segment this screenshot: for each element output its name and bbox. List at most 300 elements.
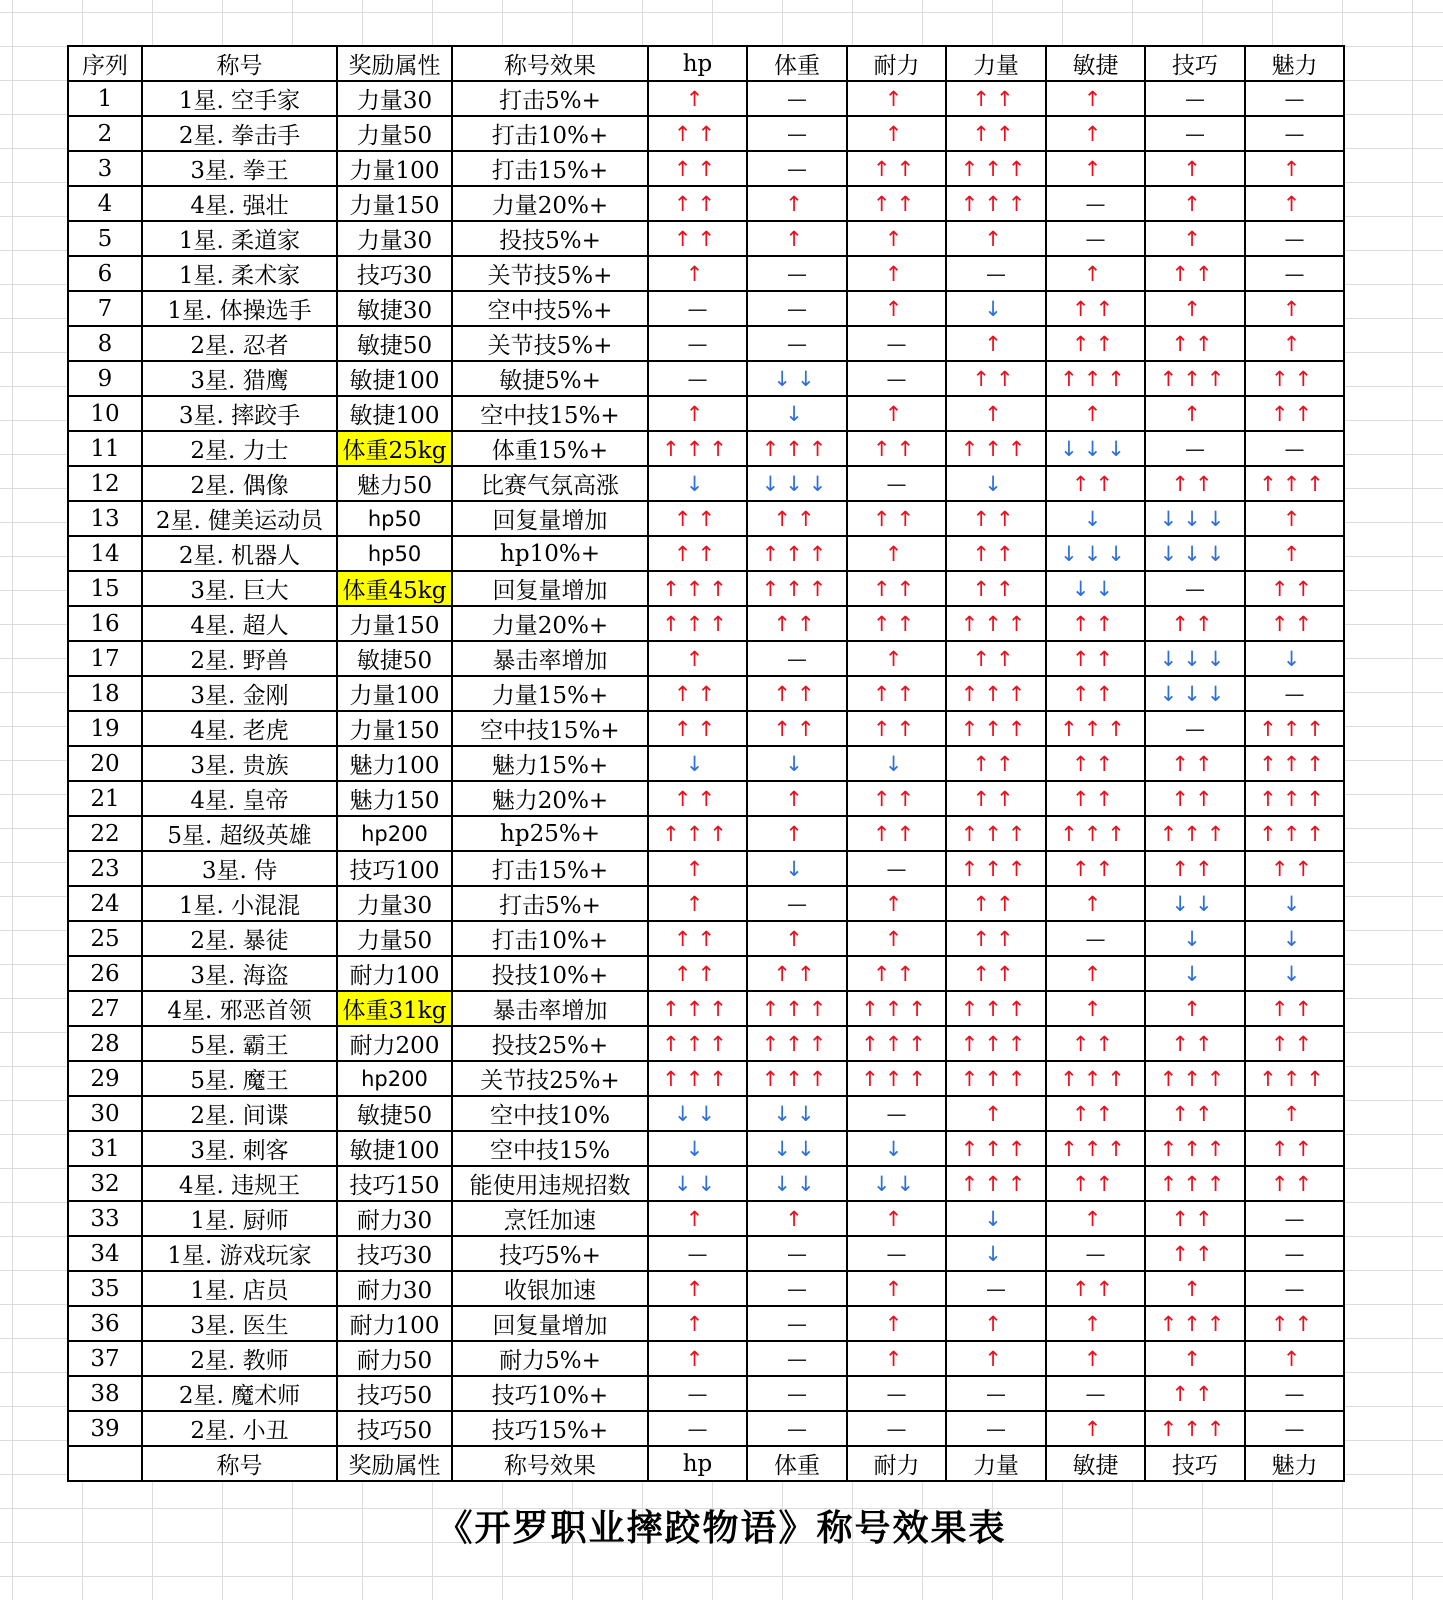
- hp-trend-cell[interactable]: [648, 571, 747, 606]
- bonus-attribute-cell[interactable]: 敏捷100: [337, 361, 452, 396]
- title-name-cell[interactable]: 4星. 老虎: [142, 711, 337, 746]
- title-effect-cell[interactable]: 空中技15%+: [452, 396, 648, 431]
- title-effect-cell[interactable]: 力量20%+: [452, 186, 648, 221]
- bonus-attribute-cell[interactable]: hp50: [337, 536, 452, 571]
- hp-trend-cell[interactable]: [648, 466, 747, 501]
- stamina-trend-cell[interactable]: [847, 221, 946, 256]
- index-cell[interactable]: 13: [68, 501, 142, 536]
- agility-trend-cell[interactable]: [1046, 641, 1145, 676]
- charm-trend-cell[interactable]: [1245, 886, 1344, 921]
- index-cell[interactable]: 31: [68, 1131, 142, 1166]
- weight-trend-cell[interactable]: [747, 221, 847, 256]
- index-cell[interactable]: 32: [68, 1166, 142, 1201]
- power-trend-cell[interactable]: [946, 1341, 1046, 1376]
- title-effect-cell[interactable]: 能使用违规招数: [452, 1166, 648, 1201]
- power-trend-cell[interactable]: [946, 431, 1046, 466]
- stamina-trend-cell[interactable]: [847, 571, 946, 606]
- weight-trend-cell[interactable]: [747, 116, 847, 151]
- hp-trend-cell[interactable]: [648, 676, 747, 711]
- weight-trend-cell[interactable]: [747, 816, 847, 851]
- stamina-trend-cell[interactable]: [847, 1026, 946, 1061]
- technique-trend-cell[interactable]: [1145, 711, 1245, 746]
- bonus-attribute-cell[interactable]: 敏捷30: [337, 291, 452, 326]
- technique-trend-cell[interactable]: [1145, 1411, 1245, 1446]
- weight-trend-cell[interactable]: [747, 1236, 847, 1271]
- weight-trend-cell[interactable]: [747, 1306, 847, 1341]
- weight-trend-cell[interactable]: [747, 81, 847, 116]
- charm-trend-cell[interactable]: [1245, 1271, 1344, 1306]
- footer-cell-10[interactable]: 魅力: [1245, 1446, 1344, 1481]
- bonus-attribute-cell[interactable]: 力量150: [337, 186, 452, 221]
- header-cell-4[interactable]: hp: [648, 46, 747, 81]
- weight-trend-cell[interactable]: [747, 396, 847, 431]
- stamina-trend-cell[interactable]: [847, 676, 946, 711]
- title-name-cell[interactable]: 4星. 强壮: [142, 186, 337, 221]
- charm-trend-cell[interactable]: [1245, 851, 1344, 886]
- technique-trend-cell[interactable]: [1145, 151, 1245, 186]
- title-name-cell[interactable]: 3星. 摔跤手: [142, 396, 337, 431]
- index-cell[interactable]: 37: [68, 1341, 142, 1376]
- power-trend-cell[interactable]: [946, 606, 1046, 641]
- title-name-cell[interactable]: 3星. 医生: [142, 1306, 337, 1341]
- title-effect-cell[interactable]: 打击15%+: [452, 851, 648, 886]
- bonus-attribute-cell[interactable]: hp200: [337, 816, 452, 851]
- index-cell[interactable]: 7: [68, 291, 142, 326]
- agility-trend-cell[interactable]: [1046, 1376, 1145, 1411]
- title-effect-cell[interactable]: 关节技25%+: [452, 1061, 648, 1096]
- power-trend-cell[interactable]: [946, 781, 1046, 816]
- title-name-cell[interactable]: 2星. 力士: [142, 431, 337, 466]
- hp-trend-cell[interactable]: [648, 711, 747, 746]
- hp-trend-cell[interactable]: [648, 291, 747, 326]
- bonus-attribute-cell[interactable]: 力量150: [337, 711, 452, 746]
- index-cell[interactable]: 3: [68, 151, 142, 186]
- hp-trend-cell[interactable]: [648, 1131, 747, 1166]
- weight-trend-cell[interactable]: [747, 1026, 847, 1061]
- weight-trend-cell[interactable]: [747, 991, 847, 1026]
- header-cell-9[interactable]: 技巧: [1145, 46, 1245, 81]
- hp-trend-cell[interactable]: [648, 816, 747, 851]
- hp-trend-cell[interactable]: [648, 326, 747, 361]
- power-trend-cell[interactable]: [946, 711, 1046, 746]
- weight-trend-cell[interactable]: [747, 1096, 847, 1131]
- title-effect-cell[interactable]: 关节技5%+: [452, 326, 648, 361]
- title-effect-cell[interactable]: 打击10%+: [452, 921, 648, 956]
- hp-trend-cell[interactable]: [648, 151, 747, 186]
- index-cell[interactable]: 35: [68, 1271, 142, 1306]
- index-cell[interactable]: 38: [68, 1376, 142, 1411]
- weight-trend-cell[interactable]: [747, 571, 847, 606]
- technique-trend-cell[interactable]: [1145, 291, 1245, 326]
- charm-trend-cell[interactable]: [1245, 256, 1344, 291]
- charm-trend-cell[interactable]: [1245, 571, 1344, 606]
- weight-trend-cell[interactable]: [747, 921, 847, 956]
- technique-trend-cell[interactable]: [1145, 116, 1245, 151]
- technique-trend-cell[interactable]: [1145, 921, 1245, 956]
- technique-trend-cell[interactable]: [1145, 1131, 1245, 1166]
- title-name-cell[interactable]: 3星. 金刚: [142, 676, 337, 711]
- bonus-attribute-cell[interactable]: 敏捷100: [337, 1131, 452, 1166]
- title-name-cell[interactable]: 1星. 柔道家: [142, 221, 337, 256]
- stamina-trend-cell[interactable]: [847, 606, 946, 641]
- hp-trend-cell[interactable]: [648, 1061, 747, 1096]
- charm-trend-cell[interactable]: [1245, 816, 1344, 851]
- technique-trend-cell[interactable]: [1145, 781, 1245, 816]
- agility-trend-cell[interactable]: [1046, 466, 1145, 501]
- charm-trend-cell[interactable]: [1245, 1376, 1344, 1411]
- technique-trend-cell[interactable]: [1145, 1271, 1245, 1306]
- title-effect-cell[interactable]: 魅力15%+: [452, 746, 648, 781]
- title-effect-cell[interactable]: 投技10%+: [452, 956, 648, 991]
- technique-trend-cell[interactable]: [1145, 571, 1245, 606]
- title-effect-cell[interactable]: 暴击率增加: [452, 641, 648, 676]
- weight-trend-cell[interactable]: [747, 291, 847, 326]
- agility-trend-cell[interactable]: [1046, 291, 1145, 326]
- index-cell[interactable]: 11: [68, 431, 142, 466]
- power-trend-cell[interactable]: [946, 1271, 1046, 1306]
- hp-trend-cell[interactable]: [648, 956, 747, 991]
- charm-trend-cell[interactable]: [1245, 1341, 1344, 1376]
- footer-cell-0[interactable]: [68, 1446, 142, 1481]
- footer-cell-3[interactable]: 称号效果: [452, 1446, 648, 1481]
- charm-trend-cell[interactable]: [1245, 1306, 1344, 1341]
- agility-trend-cell[interactable]: [1046, 991, 1145, 1026]
- weight-trend-cell[interactable]: [747, 431, 847, 466]
- title-name-cell[interactable]: 4星. 违规王: [142, 1166, 337, 1201]
- charm-trend-cell[interactable]: [1245, 1236, 1344, 1271]
- bonus-attribute-cell[interactable]: 力量150: [337, 606, 452, 641]
- weight-trend-cell[interactable]: [747, 1341, 847, 1376]
- charm-trend-cell[interactable]: [1245, 746, 1344, 781]
- hp-trend-cell[interactable]: [648, 186, 747, 221]
- stamina-trend-cell[interactable]: [847, 1411, 946, 1446]
- bonus-attribute-cell[interactable]: 技巧30: [337, 256, 452, 291]
- header-cell-2[interactable]: 奖励属性: [337, 46, 452, 81]
- hp-trend-cell[interactable]: [648, 361, 747, 396]
- bonus-attribute-cell[interactable]: 耐力100: [337, 1306, 452, 1341]
- technique-trend-cell[interactable]: [1145, 676, 1245, 711]
- stamina-trend-cell[interactable]: [847, 431, 946, 466]
- footer-cell-9[interactable]: 技巧: [1145, 1446, 1245, 1481]
- bonus-attribute-cell[interactable]: 耐力30: [337, 1271, 452, 1306]
- power-trend-cell[interactable]: [946, 1096, 1046, 1131]
- title-effect-cell[interactable]: 回复量增加: [452, 571, 648, 606]
- title-name-cell[interactable]: 2星. 健美运动员: [142, 501, 337, 536]
- index-cell[interactable]: 19: [68, 711, 142, 746]
- stamina-trend-cell[interactable]: [847, 991, 946, 1026]
- title-name-cell[interactable]: 1星. 体操选手: [142, 291, 337, 326]
- index-cell[interactable]: 22: [68, 816, 142, 851]
- charm-trend-cell[interactable]: [1245, 81, 1344, 116]
- header-cell-1[interactable]: 称号: [142, 46, 337, 81]
- stamina-trend-cell[interactable]: [847, 501, 946, 536]
- title-effect-cell[interactable]: 体重15%+: [452, 431, 648, 466]
- stamina-trend-cell[interactable]: [847, 151, 946, 186]
- power-trend-cell[interactable]: [946, 151, 1046, 186]
- title-effect-cell[interactable]: 技巧5%+: [452, 1236, 648, 1271]
- agility-trend-cell[interactable]: [1046, 1271, 1145, 1306]
- footer-cell-7[interactable]: 力量: [946, 1446, 1046, 1481]
- charm-trend-cell[interactable]: [1245, 1166, 1344, 1201]
- title-name-cell[interactable]: 1星. 空手家: [142, 81, 337, 116]
- technique-trend-cell[interactable]: [1145, 1061, 1245, 1096]
- weight-trend-cell[interactable]: [747, 886, 847, 921]
- power-trend-cell[interactable]: [946, 501, 1046, 536]
- weight-trend-cell[interactable]: [747, 606, 847, 641]
- power-trend-cell[interactable]: [946, 221, 1046, 256]
- index-cell[interactable]: 23: [68, 851, 142, 886]
- index-cell[interactable]: 14: [68, 536, 142, 571]
- stamina-trend-cell[interactable]: [847, 256, 946, 291]
- hp-trend-cell[interactable]: [648, 641, 747, 676]
- power-trend-cell[interactable]: [946, 886, 1046, 921]
- weight-trend-cell[interactable]: [747, 1131, 847, 1166]
- title-effect-cell[interactable]: 投技5%+: [452, 221, 648, 256]
- title-effect-cell[interactable]: 打击15%+: [452, 151, 648, 186]
- charm-trend-cell[interactable]: [1245, 291, 1344, 326]
- agility-trend-cell[interactable]: [1046, 711, 1145, 746]
- title-name-cell[interactable]: 3星. 海盗: [142, 956, 337, 991]
- index-cell[interactable]: 33: [68, 1201, 142, 1236]
- charm-trend-cell[interactable]: [1245, 151, 1344, 186]
- weight-trend-cell[interactable]: [747, 851, 847, 886]
- technique-trend-cell[interactable]: [1145, 466, 1245, 501]
- hp-trend-cell[interactable]: [648, 851, 747, 886]
- weight-trend-cell[interactable]: [747, 501, 847, 536]
- index-cell[interactable]: 15: [68, 571, 142, 606]
- charm-trend-cell[interactable]: [1245, 711, 1344, 746]
- technique-trend-cell[interactable]: [1145, 851, 1245, 886]
- hp-trend-cell[interactable]: [648, 606, 747, 641]
- agility-trend-cell[interactable]: [1046, 1061, 1145, 1096]
- agility-trend-cell[interactable]: [1046, 151, 1145, 186]
- technique-trend-cell[interactable]: [1145, 1026, 1245, 1061]
- title-effect-cell[interactable]: 技巧15%+: [452, 1411, 648, 1446]
- header-cell-10[interactable]: 魅力: [1245, 46, 1344, 81]
- title-name-cell[interactable]: 2星. 魔术师: [142, 1376, 337, 1411]
- title-effect-cell[interactable]: 比赛气氛高涨: [452, 466, 648, 501]
- footer-cell-8[interactable]: 敏捷: [1046, 1446, 1145, 1481]
- agility-trend-cell[interactable]: [1046, 746, 1145, 781]
- footer-cell-1[interactable]: 称号: [142, 1446, 337, 1481]
- title-name-cell[interactable]: 4星. 皇帝: [142, 781, 337, 816]
- charm-trend-cell[interactable]: [1245, 536, 1344, 571]
- power-trend-cell[interactable]: [946, 186, 1046, 221]
- index-cell[interactable]: 39: [68, 1411, 142, 1446]
- title-effect-cell[interactable]: 回复量增加: [452, 501, 648, 536]
- agility-trend-cell[interactable]: [1046, 1306, 1145, 1341]
- power-trend-cell[interactable]: [946, 816, 1046, 851]
- stamina-trend-cell[interactable]: [847, 1061, 946, 1096]
- charm-trend-cell[interactable]: [1245, 1026, 1344, 1061]
- stamina-trend-cell[interactable]: [847, 81, 946, 116]
- bonus-attribute-cell[interactable]: 技巧50: [337, 1376, 452, 1411]
- power-trend-cell[interactable]: [946, 116, 1046, 151]
- power-trend-cell[interactable]: [946, 1061, 1046, 1096]
- power-trend-cell[interactable]: [946, 641, 1046, 676]
- technique-trend-cell[interactable]: [1145, 1341, 1245, 1376]
- technique-trend-cell[interactable]: [1145, 816, 1245, 851]
- power-trend-cell[interactable]: [946, 256, 1046, 291]
- charm-trend-cell[interactable]: [1245, 326, 1344, 361]
- title-name-cell[interactable]: 3星. 侍: [142, 851, 337, 886]
- technique-trend-cell[interactable]: [1145, 361, 1245, 396]
- bonus-attribute-cell[interactable]: 技巧150: [337, 1166, 452, 1201]
- power-trend-cell[interactable]: [946, 1236, 1046, 1271]
- bonus-attribute-cell[interactable]: 敏捷50: [337, 326, 452, 361]
- hp-trend-cell[interactable]: [648, 536, 747, 571]
- weight-trend-cell[interactable]: [747, 956, 847, 991]
- bonus-attribute-cell[interactable]: 耐力50: [337, 1341, 452, 1376]
- charm-trend-cell[interactable]: [1245, 991, 1344, 1026]
- index-cell[interactable]: 21: [68, 781, 142, 816]
- title-name-cell[interactable]: 2星. 拳击手: [142, 116, 337, 151]
- hp-trend-cell[interactable]: [648, 1341, 747, 1376]
- bonus-attribute-cell[interactable]: 敏捷50: [337, 641, 452, 676]
- index-cell[interactable]: 29: [68, 1061, 142, 1096]
- header-cell-0[interactable]: 序列: [68, 46, 142, 81]
- agility-trend-cell[interactable]: [1046, 1411, 1145, 1446]
- index-cell[interactable]: 30: [68, 1096, 142, 1131]
- title-effect-cell[interactable]: hp10%+: [452, 536, 648, 571]
- power-trend-cell[interactable]: [946, 991, 1046, 1026]
- index-cell[interactable]: 36: [68, 1306, 142, 1341]
- weight-trend-cell[interactable]: [747, 781, 847, 816]
- agility-trend-cell[interactable]: [1046, 256, 1145, 291]
- charm-trend-cell[interactable]: [1245, 186, 1344, 221]
- technique-trend-cell[interactable]: [1145, 221, 1245, 256]
- technique-trend-cell[interactable]: [1145, 606, 1245, 641]
- bonus-attribute-cell[interactable]: 魅力50: [337, 466, 452, 501]
- weight-trend-cell[interactable]: [747, 466, 847, 501]
- index-cell[interactable]: 34: [68, 1236, 142, 1271]
- agility-trend-cell[interactable]: [1046, 221, 1145, 256]
- bonus-attribute-cell[interactable]: 体重31kg: [337, 991, 452, 1026]
- title-effect-cell[interactable]: 敏捷5%+: [452, 361, 648, 396]
- weight-trend-cell[interactable]: [747, 1376, 847, 1411]
- agility-trend-cell[interactable]: [1046, 81, 1145, 116]
- header-cell-3[interactable]: 称号效果: [452, 46, 648, 81]
- hp-trend-cell[interactable]: [648, 1376, 747, 1411]
- technique-trend-cell[interactable]: [1145, 396, 1245, 431]
- technique-trend-cell[interactable]: [1145, 1236, 1245, 1271]
- title-name-cell[interactable]: 1星. 小混混: [142, 886, 337, 921]
- title-name-cell[interactable]: 2星. 忍者: [142, 326, 337, 361]
- bonus-attribute-cell[interactable]: hp200: [337, 1061, 452, 1096]
- stamina-trend-cell[interactable]: [847, 886, 946, 921]
- hp-trend-cell[interactable]: [648, 1166, 747, 1201]
- technique-trend-cell[interactable]: [1145, 501, 1245, 536]
- charm-trend-cell[interactable]: [1245, 116, 1344, 151]
- title-effect-cell[interactable]: 空中技5%+: [452, 291, 648, 326]
- power-trend-cell[interactable]: [946, 956, 1046, 991]
- index-cell[interactable]: 5: [68, 221, 142, 256]
- title-name-cell[interactable]: 3星. 拳王: [142, 151, 337, 186]
- title-effect-cell[interactable]: 回复量增加: [452, 1306, 648, 1341]
- hp-trend-cell[interactable]: [648, 746, 747, 781]
- title-effect-cell[interactable]: 打击10%+: [452, 116, 648, 151]
- charm-trend-cell[interactable]: [1245, 956, 1344, 991]
- weight-trend-cell[interactable]: [747, 1201, 847, 1236]
- charm-trend-cell[interactable]: [1245, 396, 1344, 431]
- agility-trend-cell[interactable]: [1046, 1341, 1145, 1376]
- hp-trend-cell[interactable]: [648, 81, 747, 116]
- title-effect-cell[interactable]: 收银加速: [452, 1271, 648, 1306]
- footer-cell-2[interactable]: 奖励属性: [337, 1446, 452, 1481]
- title-name-cell[interactable]: 5星. 霸王: [142, 1026, 337, 1061]
- stamina-trend-cell[interactable]: [847, 781, 946, 816]
- stamina-trend-cell[interactable]: [847, 326, 946, 361]
- charm-trend-cell[interactable]: [1245, 361, 1344, 396]
- technique-trend-cell[interactable]: [1145, 326, 1245, 361]
- power-trend-cell[interactable]: [946, 571, 1046, 606]
- hp-trend-cell[interactable]: [648, 1306, 747, 1341]
- power-trend-cell[interactable]: [946, 1306, 1046, 1341]
- bonus-attribute-cell[interactable]: 力量50: [337, 116, 452, 151]
- agility-trend-cell[interactable]: [1046, 431, 1145, 466]
- index-cell[interactable]: 17: [68, 641, 142, 676]
- power-trend-cell[interactable]: [946, 921, 1046, 956]
- bonus-attribute-cell[interactable]: 耐力200: [337, 1026, 452, 1061]
- stamina-trend-cell[interactable]: [847, 1201, 946, 1236]
- title-effect-cell[interactable]: 烹饪加速: [452, 1201, 648, 1236]
- bonus-attribute-cell[interactable]: 技巧50: [337, 1411, 452, 1446]
- index-cell[interactable]: 2: [68, 116, 142, 151]
- hp-trend-cell[interactable]: [648, 116, 747, 151]
- agility-trend-cell[interactable]: [1046, 186, 1145, 221]
- power-trend-cell[interactable]: [946, 1201, 1046, 1236]
- title-effect-cell[interactable]: 打击5%+: [452, 81, 648, 116]
- index-cell[interactable]: 10: [68, 396, 142, 431]
- hp-trend-cell[interactable]: [648, 1271, 747, 1306]
- bonus-attribute-cell[interactable]: hp50: [337, 501, 452, 536]
- title-effect-cell[interactable]: 力量20%+: [452, 606, 648, 641]
- agility-trend-cell[interactable]: [1046, 676, 1145, 711]
- technique-trend-cell[interactable]: [1145, 1306, 1245, 1341]
- technique-trend-cell[interactable]: [1145, 991, 1245, 1026]
- agility-trend-cell[interactable]: [1046, 956, 1145, 991]
- bonus-attribute-cell[interactable]: 耐力100: [337, 956, 452, 991]
- title-name-cell[interactable]: 2星. 偶像: [142, 466, 337, 501]
- agility-trend-cell[interactable]: [1046, 326, 1145, 361]
- index-cell[interactable]: 8: [68, 326, 142, 361]
- agility-trend-cell[interactable]: [1046, 571, 1145, 606]
- technique-trend-cell[interactable]: [1145, 1376, 1245, 1411]
- weight-trend-cell[interactable]: [747, 536, 847, 571]
- agility-trend-cell[interactable]: [1046, 1166, 1145, 1201]
- technique-trend-cell[interactable]: [1145, 1201, 1245, 1236]
- weight-trend-cell[interactable]: [747, 151, 847, 186]
- charm-trend-cell[interactable]: [1245, 221, 1344, 256]
- power-trend-cell[interactable]: [946, 396, 1046, 431]
- charm-trend-cell[interactable]: [1245, 431, 1344, 466]
- footer-cell-4[interactable]: hp: [648, 1446, 747, 1481]
- title-name-cell[interactable]: 2星. 暴徒: [142, 921, 337, 956]
- agility-trend-cell[interactable]: [1046, 781, 1145, 816]
- header-cell-7[interactable]: 力量: [946, 46, 1046, 81]
- power-trend-cell[interactable]: [946, 361, 1046, 396]
- stamina-trend-cell[interactable]: [847, 1096, 946, 1131]
- technique-trend-cell[interactable]: [1145, 746, 1245, 781]
- charm-trend-cell[interactable]: [1245, 466, 1344, 501]
- title-effect-cell[interactable]: 空中技15%: [452, 1131, 648, 1166]
- stamina-trend-cell[interactable]: [847, 1131, 946, 1166]
- stamina-trend-cell[interactable]: [847, 816, 946, 851]
- index-cell[interactable]: 26: [68, 956, 142, 991]
- title-name-cell[interactable]: 5星. 超级英雄: [142, 816, 337, 851]
- title-effect-cell[interactable]: 空中技10%: [452, 1096, 648, 1131]
- weight-trend-cell[interactable]: [747, 746, 847, 781]
